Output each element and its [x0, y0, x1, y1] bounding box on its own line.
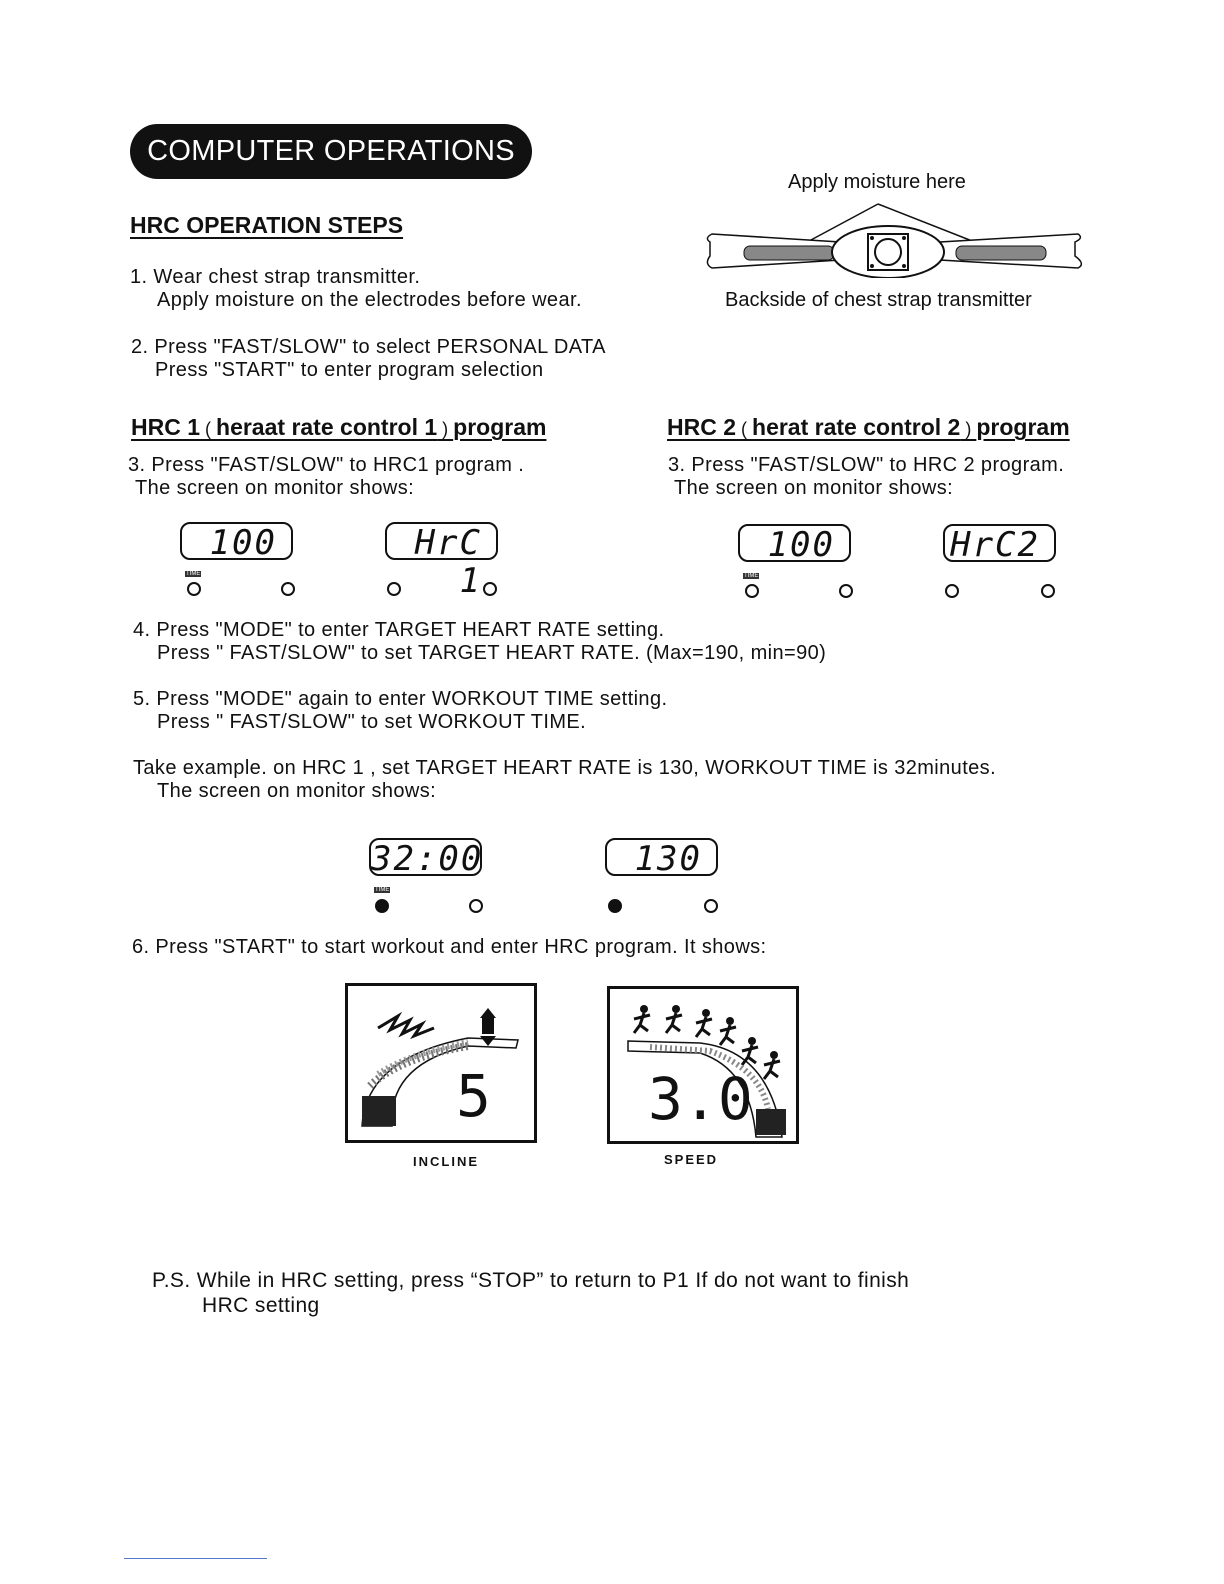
footer-rule [124, 1558, 267, 1559]
step-1-line-2: Apply moisture on the electrodes before wear. [157, 289, 582, 311]
indicator-dot [187, 582, 201, 596]
example-line-1: Take example. on HRC 1 , set TARGET HEART RATE is 130, WORKOUT TIME is 32minutes. [133, 757, 997, 779]
indicator-dot-active [608, 899, 622, 913]
hrc2-screen-shows: The screen on monitor shows: [674, 477, 954, 499]
hrc1-step-3: 3. Press "FAST/SLOW" to HRC1 program . [128, 454, 525, 476]
indicator-dot [745, 584, 759, 598]
step-2-line-1: 2. Press "FAST/SLOW" to select PERSONAL DATA [131, 336, 606, 358]
indicator-dot [1041, 584, 1055, 598]
speed-value: 3.0 [648, 1065, 753, 1133]
hrc2-lcd-program: HrC2 [943, 524, 1056, 562]
example-line-2: The screen on monitor shows: [157, 780, 437, 802]
hrc1-screen-shows: The screen on monitor shows: [135, 477, 415, 499]
apply-moisture-label: Apply moisture here [788, 171, 966, 193]
hrc2-step-3: 3. Press "FAST/SLOW" to HRC 2 program. [668, 454, 1065, 476]
time-indicator-label: TIME [375, 887, 390, 893]
hrc1-heading-program: program [453, 414, 547, 440]
step-6-line-1: 6. Press "START" to start workout and enter HRC program. It shows: [132, 936, 767, 958]
indicator-dot [281, 582, 295, 596]
example-lcd-time: 32:00 [371, 839, 484, 879]
indicator-dot-active [375, 899, 389, 913]
time-indicator-label: TIME [744, 573, 759, 579]
incline-label: INCLINE [413, 1154, 479, 1169]
ps-line-1: P.S. While in HRC setting, press “STOP” to return to P1 If do not want to finish [152, 1269, 910, 1292]
time-indicator-label: TIME [186, 571, 201, 577]
indicator-dot [469, 899, 483, 913]
step-1-line-1: 1. Wear chest strap transmitter. [130, 266, 421, 288]
incline-gauge-graphic [348, 986, 534, 1140]
ps-line-2: HRC setting [202, 1294, 320, 1317]
indicator-dot [945, 584, 959, 598]
step-2-line-2: Press "START" to enter program selection [155, 359, 544, 381]
indicator-dot [483, 582, 497, 596]
hrc2-heading-desc: herat rate control 2 [752, 414, 961, 440]
indicator-dot [839, 584, 853, 598]
strap-caption: Backside of chest strap transmitter [725, 289, 1032, 311]
hrc1-heading: HRC 1 ( heraat rate control 1 ) program [131, 414, 547, 440]
hrc2-heading-code: HRC 2 [667, 414, 737, 440]
chest-strap-illustration [700, 198, 1090, 278]
hrc2-heading: HRC 2 ( herat rate control 2 ) program [667, 414, 1070, 440]
hrc2-heading-program: program [976, 414, 1070, 440]
incline-value: 5 [456, 1062, 491, 1130]
hrc1-lcd-program: HrC 1 [385, 522, 498, 560]
hrc1-heading-code: HRC 1 [131, 414, 201, 440]
indicator-dot [387, 582, 401, 596]
hrc1-lcd-value: 100 [180, 522, 293, 560]
indicator-dot [704, 899, 718, 913]
speed-display-panel [607, 986, 799, 1144]
hrc2-lcd-value: 100 [738, 524, 851, 562]
speed-label: SPEED [664, 1152, 719, 1167]
hrc1-heading-desc: heraat rate control 1 [216, 414, 438, 440]
step-4-line-2: Press " FAST/SLOW" to set TARGET HEART RATE. (Max=190, min=90) [157, 642, 827, 664]
section-header: COMPUTER OPERATIONS [130, 124, 532, 179]
step-5-line-2: Press " FAST/SLOW" to set WORKOUT TIME. [157, 711, 587, 733]
step-5-line-1: 5. Press "MODE" again to enter WORKOUT TIME setting. [133, 688, 668, 710]
incline-display-panel [345, 983, 537, 1143]
example-lcd-rate: 130 [605, 838, 718, 876]
step-4-line-1: 4. Press "MODE" to enter TARGET HEART RATE setting. [133, 619, 665, 641]
section-title: HRC OPERATION STEPS [130, 212, 404, 238]
